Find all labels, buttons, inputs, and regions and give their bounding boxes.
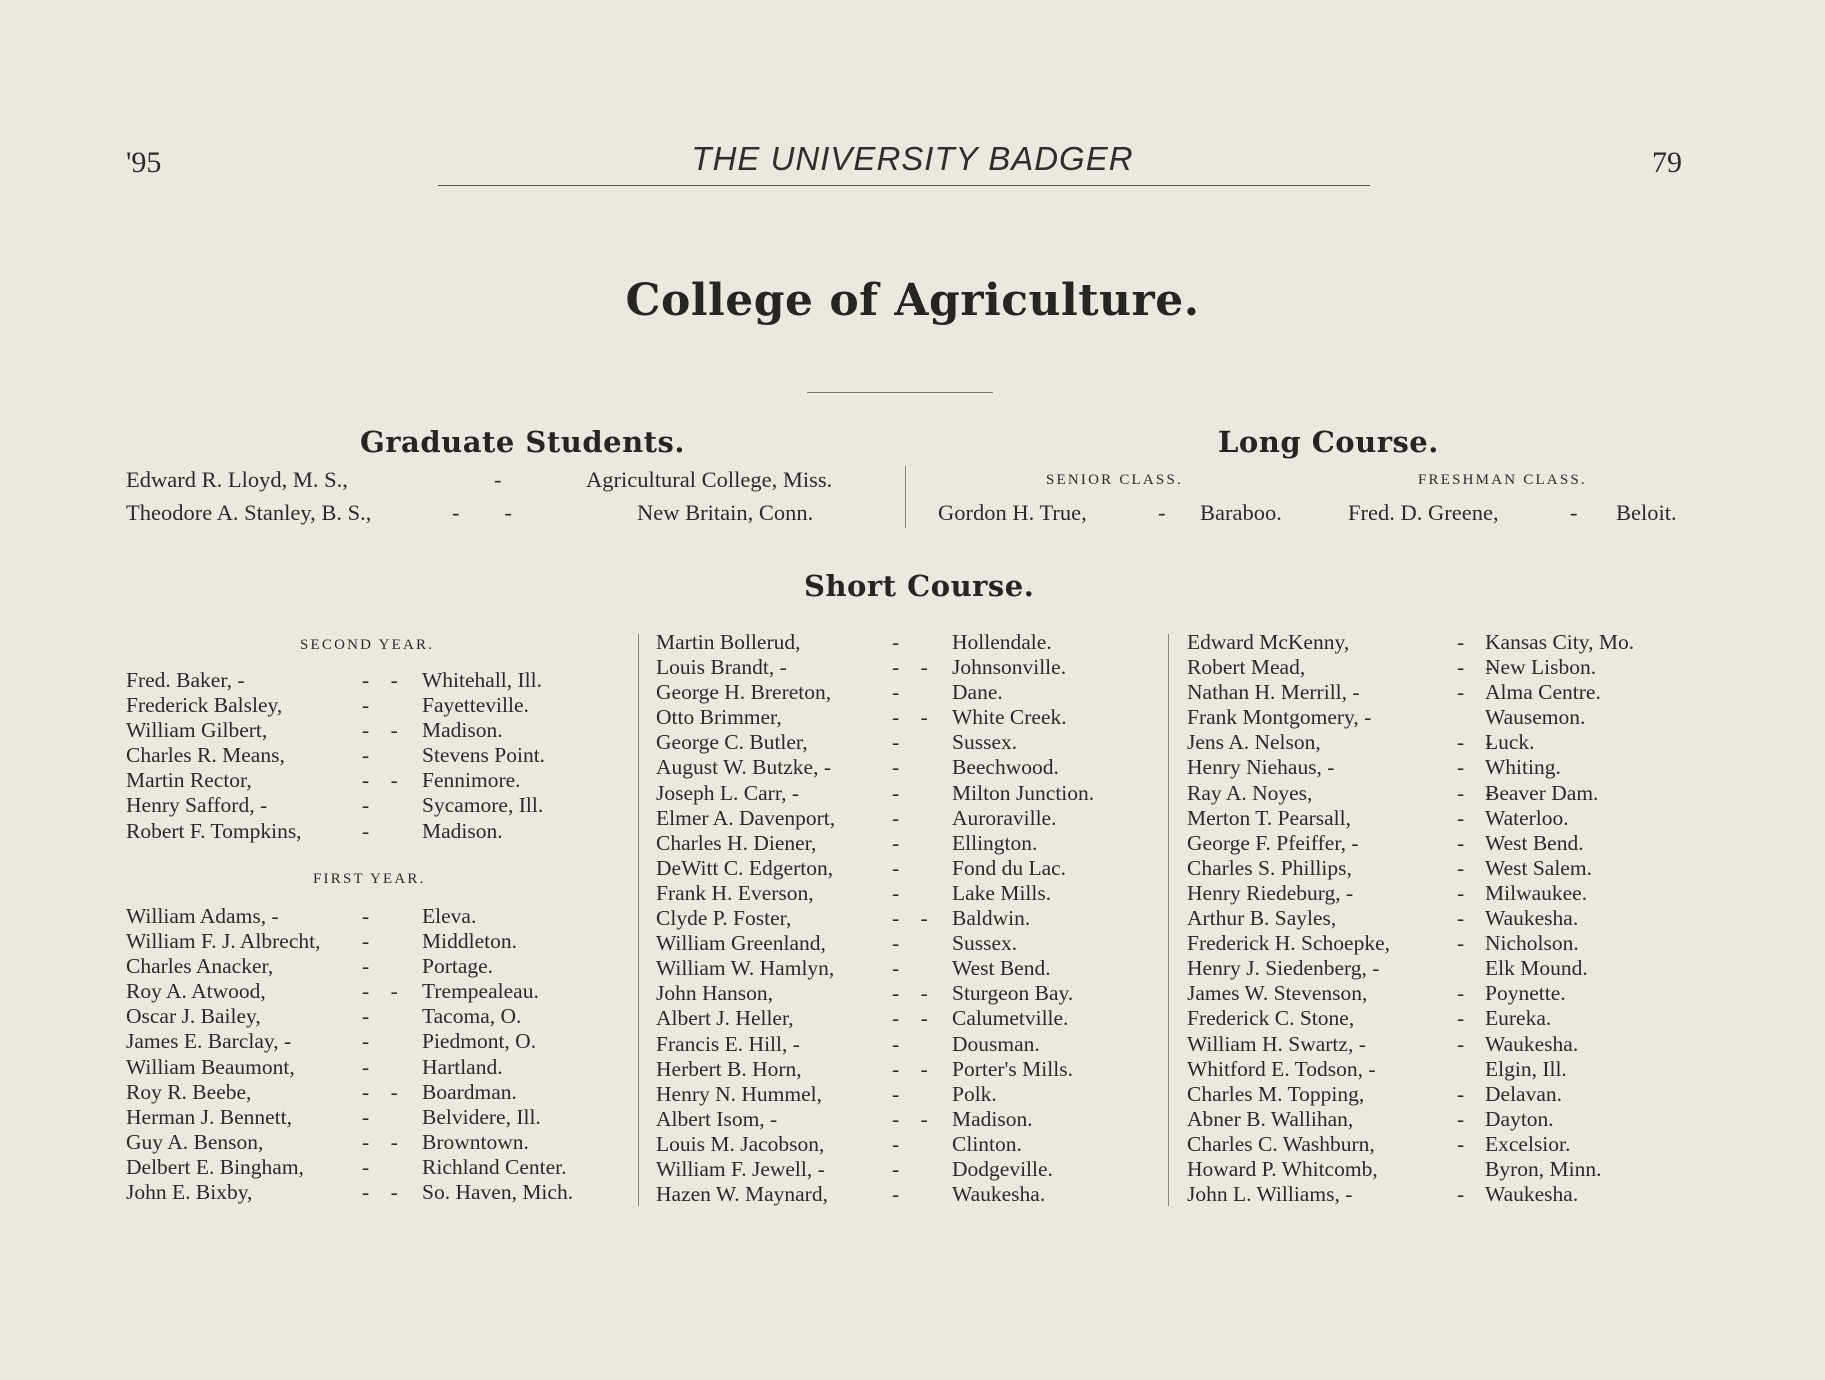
student-name: William F. J. Albrecht, [126,929,321,954]
student-name: Herman J. Bennett, [126,1104,292,1129]
hometown: Waukesha. [1485,1031,1579,1056]
list-item [126,668,626,693]
student-name: Fred. Baker, - [126,668,245,692]
student-name: Henry Riedeburg, - [1187,880,1354,905]
separator-dashes: - [362,743,370,768]
hometown: Madison. [422,718,503,743]
header-class-year: '95 [126,146,162,179]
separator-dashes: - [892,780,900,805]
separator-dashes: - [892,1131,900,1156]
separator-dashes: - - [892,1056,928,1081]
hometown: Elgin, Ill. [1485,1056,1567,1081]
list-item [656,956,1136,981]
hometown: Kansas City, Mo. [1485,630,1635,654]
student-name: Albert J. Heller, [656,1006,794,1031]
hometown: Byron, Minn. [1485,1156,1602,1181]
hometown: Nicholson. [1485,931,1579,956]
first-year-label: FIRST YEAR. [313,871,426,887]
student-name: William Gilbert, [126,718,268,743]
student-name: William Adams, - [126,904,279,928]
hometown: Whitehall, Ill. [422,668,543,692]
hometown: West Bend. [1485,830,1584,855]
list-item [1187,1082,1687,1107]
separator-dashes: - [892,680,900,705]
hometown: Madison. [422,818,503,843]
hometown: Sycamore, Ill. [422,793,544,818]
list-item [1187,956,1687,981]
header-rule [438,185,1370,186]
hometown: Milwaukee. [1485,880,1588,905]
list-item [656,1082,1136,1107]
list-item [1187,881,1687,906]
list-item [656,806,1136,831]
student-name: Francis E. Hill, - [656,1031,800,1056]
list-item [656,630,1136,655]
separator-dashes: - [362,929,370,954]
separator-dashes: - [1457,855,1465,880]
column-divider [638,634,639,1206]
list-item [1187,680,1687,705]
list-item [126,743,626,768]
list-item [656,1182,1136,1207]
separator-dashes: - [892,931,900,956]
list-item [126,1105,626,1130]
hometown: Johnsonville. [952,655,1067,680]
hometown: West Bend. [952,956,1051,981]
separator-dashes: - [362,1154,370,1179]
hometown: Stevens Point. [422,743,546,768]
list-item [126,954,626,979]
list-item [656,1157,1136,1182]
list-item [126,793,626,818]
hometown: Elk Mound. [1485,956,1588,981]
list-item [656,881,1136,906]
hometown: Wausemon. [1485,705,1586,730]
student-name: Delbert E. Bingham, [126,1154,304,1179]
hometown: Waukesha. [1485,906,1579,931]
student-name: Charles M. Topping, [1187,1081,1365,1106]
student-name: DeWitt C. Edgerton, [656,855,834,880]
hometown: Excelsior. [1485,1131,1571,1156]
student-name: Abner B. Wallihan, [1187,1106,1354,1131]
separator-dashes: - [892,830,900,855]
student-name: Oscar J. Bailey, [126,1004,261,1029]
hometown: Luck. [1485,730,1535,755]
hometown: So. Haven, Mich. [422,1180,574,1205]
student-name: James E. Barclay, - [126,1029,292,1054]
student-name: John E. Bixby, [126,1180,253,1205]
student-name: John L. Williams, - [1187,1182,1353,1207]
list-item [126,1004,626,1029]
hometown: Fennimore. [422,768,521,793]
hometown: Sussex. [952,730,1018,755]
student-name: Howard P. Whitcomb, [1187,1156,1378,1181]
separator-dashes: - - [362,1180,398,1205]
separator-dashes: - [362,1004,370,1029]
separator-dashes: - [1457,1106,1465,1131]
student-name: Martin Rector, [126,768,252,793]
student-name: William Greenland, [656,931,826,956]
list-item [656,781,1136,806]
hometown: Auroraville. [952,805,1057,830]
page-title: College of Agriculture. [625,275,1200,326]
freshman-name: Fred. D. Greene, [1348,500,1499,525]
hometown: Dodgeville. [952,1156,1053,1181]
graduate-name: Theodore A. Stanley, B. S., [126,500,372,525]
list-item [1187,1057,1687,1082]
list-item [1187,806,1687,831]
graduate-dash: - [494,467,502,492]
separator-dashes: - [892,730,900,755]
hometown: Sturgeon Bay. [952,981,1074,1006]
hometown: Trempealeau. [422,979,539,1004]
student-name: Frederick H. Schoepke, [1187,931,1390,956]
student-name: Elmer A. Davenport, [656,805,836,830]
hometown: White Creek. [952,705,1067,730]
separator-dashes: - [892,956,900,981]
student-name: Whitford E. Todson, - [1187,1056,1376,1081]
separator-dashes: - - [362,768,398,793]
separator-dashes: - [1457,755,1465,780]
student-name: Roy A. Atwood, [126,979,266,1004]
hometown: Whiting. [1485,755,1561,780]
list-item [126,718,626,743]
hometown: Eleva. [422,904,477,928]
student-name: Frank Montgomery, - [1187,705,1372,730]
list-item [1187,1006,1687,1031]
hometown: Milton Junction. [952,780,1095,805]
senior-name: Gordon H. True, [938,500,1087,525]
graduate-place: New Britain, Conn. [637,500,814,525]
separator-dashes: - [1457,805,1465,830]
separator-dashes: - - [892,655,928,680]
section-divider [905,466,906,528]
student-name: William F. Jewell, - [656,1156,825,1181]
list-item [1187,630,1687,655]
student-name: Edward McKenny, [1187,630,1350,654]
list-item [1187,856,1687,881]
student-name: Jens A. Nelson, [1187,730,1321,755]
separator-dashes: - [1457,680,1465,705]
hometown: Richland Center. [422,1154,567,1179]
list-item [1187,730,1687,755]
hometown: Alma Centre. [1485,680,1601,705]
hometown: Ellington. [952,830,1038,855]
running-title: THE UNIVERSITY BADGER [691,140,1134,177]
separator-dashes: - [1457,630,1465,654]
column-divider [1168,634,1169,1206]
list-item [1187,781,1687,806]
separator-dashes: - [362,954,370,979]
hometown: Madison. [952,1106,1033,1131]
hometown: Hollendale. [952,630,1052,654]
student-name: John Hanson, [656,981,774,1006]
hometown: Delavan. [1485,1081,1563,1106]
separator-dashes: - [892,755,900,780]
list-item [656,1107,1136,1132]
hometown: Poynette. [1485,981,1566,1006]
hometown: New Lisbon. [1485,655,1597,680]
hometown: Sussex. [952,931,1018,956]
separator-dashes: - [1457,1081,1465,1106]
student-name: Frederick C. Stone, [1187,1006,1355,1031]
student-name: Henry Safford, - [126,793,268,818]
hometown: Clinton. [952,1131,1022,1156]
hometown: Fond du Lac. [952,855,1067,880]
list-item [126,904,626,929]
student-name: Merton T. Pearsall, [1187,805,1352,830]
list-item [126,1180,626,1205]
list-item [126,1155,626,1180]
separator-dashes: - [892,630,900,654]
student-name: Robert Mead, [1187,655,1306,680]
list-item [1187,931,1687,956]
separator-dashes: - - [362,979,398,1004]
student-name: Albert Isom, - [656,1106,778,1131]
hometown: Tacoma, O. [422,1004,522,1029]
student-name: Frederick Balsley, [126,693,283,718]
student-name: Hazen W. Maynard, [656,1182,828,1207]
short-course-column-2 [656,630,1136,1207]
separator-dashes: - [1457,1006,1465,1031]
list-item [1187,655,1687,680]
separator-dashes: - [362,1054,370,1079]
student-name: James W. Stevenson, [1187,981,1368,1006]
separator-dashes: - [892,855,900,880]
separator-dashes: - [362,904,370,928]
hometown: West Salem. [1485,855,1592,880]
list-item [126,979,626,1004]
list-item [656,1032,1136,1057]
student-name: Charles S. Phillips, [1187,855,1352,880]
separator-dashes: - [362,1104,370,1129]
hometown: Beechwood. [952,755,1059,780]
student-name: Charles H. Diener, [656,830,817,855]
separator-dashes: - [1457,906,1465,931]
graduate-name: Edward R. Lloyd, M. S., [126,467,348,492]
separator-dashes: - - [1457,780,1493,805]
hometown: Lake Mills. [952,880,1052,905]
short-course-heading: Short Course. [804,569,1035,603]
list-item [1187,705,1687,730]
student-name: Louis M. Jacobson, [656,1131,825,1156]
list-item [126,768,626,793]
separator-dashes: - - [892,981,928,1006]
separator-dashes: - - [362,718,398,743]
student-name: George H. Brereton, [656,680,832,705]
student-name: Nathan H. Merrill, - [1187,680,1360,705]
graduate-place: Agricultural College, Miss. [586,467,833,492]
list-item [126,819,626,844]
separator-dashes: - [362,793,370,818]
hometown: Waukesha. [1485,1182,1579,1207]
list-item [126,1080,626,1105]
separator-dashes: - [892,1031,900,1056]
hometown: Waterloo. [1485,805,1569,830]
list-item [656,730,1136,755]
student-name: Martin Bollerud, [656,630,801,654]
hometown: Calumetville. [952,1006,1069,1031]
second-year-list [126,668,626,844]
student-name: Henry Niehaus, - [1187,755,1335,780]
list-item [1187,1157,1687,1182]
student-name: Herbert B. Horn, [656,1056,802,1081]
hometown: Eureka. [1485,1006,1552,1031]
student-name: Louis Brandt, - [656,655,787,680]
student-name: August W. Butzke, - [656,755,831,780]
freshman-place: Beloit. [1616,500,1677,525]
list-item [656,831,1136,856]
list-item [1187,755,1687,780]
hometown: Belvidere, Ill. [422,1104,541,1129]
separator-dashes: - [362,1029,370,1054]
separator-dashes: - [1457,830,1465,855]
list-item [656,906,1136,931]
student-name: Frank H. Everson, [656,880,814,905]
list-item [1187,1132,1687,1157]
student-name: George C. Butler, [656,730,808,755]
student-name: Charles C. Washburn, [1187,1131,1375,1156]
separator-dashes: - - [1457,655,1493,680]
list-item [1187,906,1687,931]
separator-dashes: - [892,1081,900,1106]
short-course-column-3 [1187,630,1687,1207]
list-item [1187,1107,1687,1132]
list-item [656,931,1136,956]
student-name: Arthur B. Sayles, [1187,906,1337,931]
list-item [126,693,626,718]
list-item [656,705,1136,730]
hometown: Dayton. [1485,1106,1554,1131]
separator-dashes: - [892,805,900,830]
graduate-dash: - - [452,500,512,525]
list-item [1187,831,1687,856]
hometown: Middleton. [422,929,517,954]
student-name: Charles R. Means, [126,743,285,768]
separator-dashes: - [1457,880,1465,905]
hometown: Fayetteville. [422,693,529,718]
student-name: Joseph L. Carr, - [656,780,800,805]
list-item [656,856,1136,881]
separator-dashes: - [892,1182,900,1207]
hometown: Piedmont, O. [422,1029,537,1054]
student-name: Henry J. Siedenberg, - [1187,956,1380,981]
separator-dashes: - [1457,1182,1465,1207]
separator-dashes: - - [362,1079,398,1104]
list-item [126,1029,626,1054]
student-name: Ray A. Noyes, [1187,780,1313,805]
list-item [656,755,1136,780]
student-name: George F. Pfeiffer, - [1187,830,1359,855]
separator-dashes: - [1457,981,1465,1006]
student-name: William Beaumont, [126,1054,295,1079]
list-item [656,655,1136,680]
hometown: Baldwin. [952,906,1031,931]
freshman-dash: - [1570,500,1578,525]
hometown: Beaver Dam. [1485,780,1599,805]
list-item [1187,981,1687,1006]
separator-dashes: - - [362,1129,398,1154]
senior-dash: - [1158,500,1166,525]
separator-dashes: - - [1457,730,1493,755]
separator-dashes: - - [892,906,928,931]
list-item [656,1006,1136,1031]
senior-class-label: SENIOR CLASS. [1046,472,1183,488]
student-name: Charles Anacker, [126,954,274,979]
student-name: Otto Brimmer, [656,705,782,730]
student-name: Clyde P. Foster, [656,906,792,931]
list-item [656,981,1136,1006]
list-item [656,1132,1136,1157]
second-year-label: SECOND YEAR. [300,637,435,653]
graduate-students-heading: Graduate Students. [360,425,685,459]
list-item [126,1130,626,1155]
list-item [126,1055,626,1080]
hometown: Dane. [952,680,1003,705]
hometown: Waukesha. [952,1182,1046,1207]
separator-dashes: - [892,880,900,905]
hometown: Dousman. [952,1031,1040,1056]
list-item [656,680,1136,705]
title-rule [807,392,993,393]
separator-dashes: - - [362,668,398,692]
hometown: Polk. [952,1081,997,1106]
hometown: Porter's Mills. [952,1056,1073,1081]
student-name: William W. Hamlyn, [656,956,835,981]
list-item [126,929,626,954]
separator-dashes: - - [892,705,928,730]
separator-dashes: - [892,1156,900,1181]
student-name: Robert F. Tompkins, [126,818,302,843]
separator-dashes: - [1457,1031,1465,1056]
hometown: Boardman. [422,1079,517,1104]
separator-dashes: - [362,693,370,718]
student-name: William H. Swartz, - [1187,1031,1366,1056]
hometown: Browntown. [422,1129,529,1154]
separator-dashes: - - [892,1106,928,1131]
long-course-heading: Long Course. [1218,425,1439,459]
hometown: Portage. [422,954,494,979]
list-item [1187,1032,1687,1057]
student-name: Roy R. Beebe, [126,1079,252,1104]
separator-dashes: - [1457,1131,1465,1156]
list-item [1187,1182,1687,1207]
list-item [656,1057,1136,1082]
student-name: Guy A. Benson, [126,1129,264,1154]
student-name: Henry N. Hummel, [656,1081,822,1106]
separator-dashes: - [1457,931,1465,956]
separator-dashes: - [362,818,370,843]
senior-place: Baraboo. [1200,500,1282,525]
freshman-class-label: FRESHMAN CLASS. [1418,472,1587,488]
separator-dashes: - - [892,1006,928,1031]
hometown: Hartland. [422,1054,503,1079]
first-year-list [126,904,626,1205]
page-number: 79 [1652,146,1682,179]
